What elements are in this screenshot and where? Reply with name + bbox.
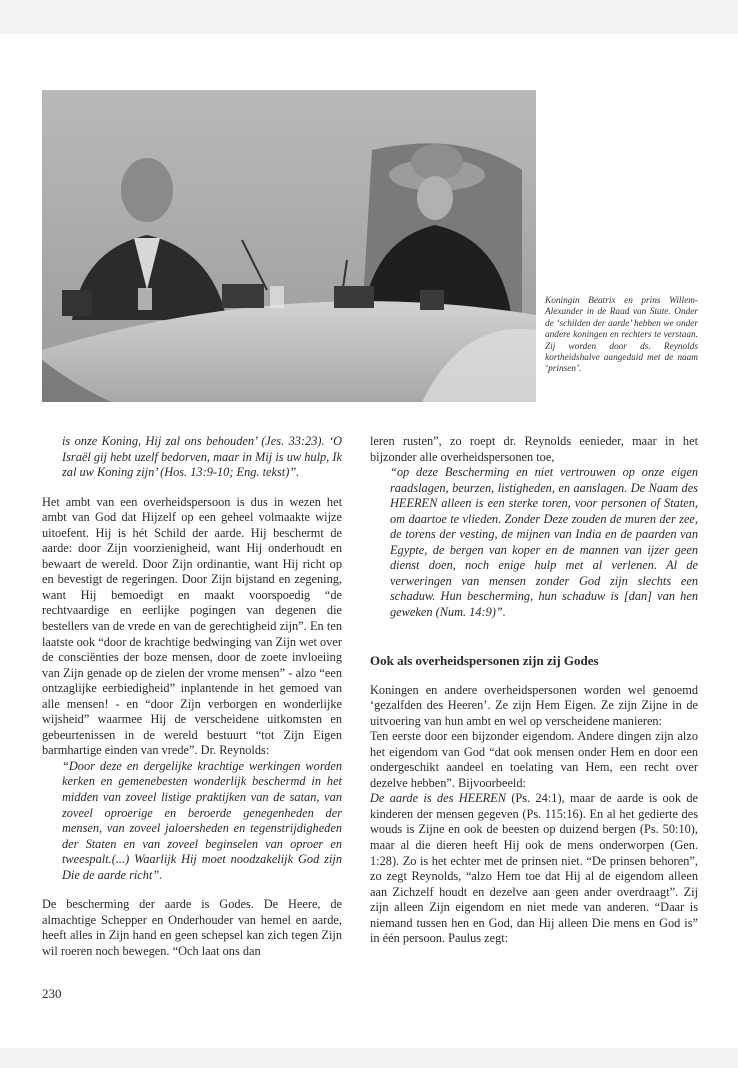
property-intro: Ten eerste door een bijzonder eigendom. Andere dingen zijn alzo het eigendom van God “dat ook mensen onder Hem en door een ondergeschikt aandeel en toelating van Hem, een recht over dezelve hebben”. Bijvoorbeeld: xyxy=(370,729,698,790)
property-scripture: De aarde is des HEEREN xyxy=(370,791,506,806)
scan-bottom-band xyxy=(0,1048,738,1068)
quote-hosea: is onze Koning, Hij zal ons behouden’ (Jes. 33:23). ‘O Israël gij hebt uzelf bedorven, maar in Mij is uw hulp, Ik zal uw Koning zijn’ (Hos. 13:9-10; Eng. tekst)”. xyxy=(62,434,342,480)
paragraph-anointed: Koningen en andere overheidspersonen worden wel genoemd ‘gezalfden des Heeren’. Ze zijn Hem Eigen. Ze zijn Zijne in de uitvoering van hun ambt en wel op verscheidene manieren: xyxy=(370,682,698,728)
paragraph-property xyxy=(370,729,698,947)
right-column xyxy=(370,434,698,947)
paragraph-protection: De bescherming der aarde is Godes. De Heere, de almachtige Schepper en Onderhouder van hemel en aarde, heeft alles in Zijn hand en geen schepsel kan zich tegen Zijn wil roeren noch bewegen. “Och laat ons dan xyxy=(42,897,342,958)
quote-protection: “op deze Bescherming en niet vertrouwen op onze eigen raadslagen, beurzen, listigheden, en aanslagen. De Naam des HEEREN alleen is een sterke toren, voor personen of Staten, om daartoe te vlieden. Zonder Deze zouden de muren der zee, de torens der vesting, de mijnen van India en de paarden van Egypte, de bergen van koper en de mannen van ijzer geen dienst doen, noch enige hulp met al verlenen. Al de verweringen van mensen zonder God zijn slechts een schaduw. Hun bescherming, hun schaduw is [dan] van hen geweken (Num. 14:9)”. xyxy=(390,465,698,620)
page-number: 230 xyxy=(42,986,62,1001)
section-heading: Ook als overheidspersonen zijn zij Godes xyxy=(370,652,599,668)
photo xyxy=(42,90,536,402)
quote-reynolds: “Door deze en dergelijke krachtige werkingen worden kerken en gemenebesten wonderlijk beschermd in het midden van zoveel listige praktijken van de satan, van zoveel oproerige en beroerde genegenheden der mensen, van zoveel jaloersheden en tegenstrijdigheden der Staten en van zoveel beginselen van oproer en tweespalt.(...) Waarlijk Hij moet noodzakelijk God zijn Die de aarde richt”. xyxy=(62,758,342,882)
left-column xyxy=(42,434,342,960)
scan-top-band xyxy=(0,0,738,34)
photo-caption: Koningin Beatrix en prins Willem-Alexander in de Raad van State. Onder de ‘schilden der aarde’ hebben we onder andere koningen en rechters te verstaan. Zij worden door ds. Reynolds kortheidshalve aangeduid met de naam ‘prinsen’. xyxy=(545,296,698,375)
paragraph-shield-of-earth: Het ambt van een overheidspersoon is dus in wezen het ambt van God dat Hijzelf op een geheel volmaakte wijze uitoefent. Hij is hét Schild der aarde. Hij beschermt de aarde: door Zijn voorzienigheid, want Hij onderhoudt en bewaart de wereld. Door Zijn ordinantie, want Hij richt op en bevestigt de regeringen. Door Zijn bijstand en zegening, want Hij bemoedigt en maakt voorspoedig “de rechtvaardige en eerlijke pogingen van degenen die bestellers van de vrede en van de gerechtigheid zijn”. En ten laatste ook “door de krachtige bedwinging van Zijn wet over de consciënties der boze mensen, door de zoete invloeiing van Zijn genade op de zielen der vrome mensen” - alzo “een ontzaglijke eerbiedigheid” inplantende in het gemoed van alle mensen! - en “door Zijn verborgen en wonderlijke wijsheid” waarmee Hij de verscheidene uitkomsten en gebeurtenissen in de wereld bestuurt “tot Zijn Eigen barmhartige einden van vrede”. Dr. Reynolds: xyxy=(42,494,342,758)
property-body: (Ps. 24:1), maar de aarde is ook de kinderen der mensen gegeven (Ps. 115:16). En al het gedierte des wouds is Zijne en ook de beesten op duizend bergen (Ps. 50:10), maar al die dieren heeft Hij ook de mens onderworpen (Gen. 1:28). Zo is het echter met de prinsen niet. “De prinsen behoren”, zo zegt Reynolds, “alzo Hem toe dat Hij al de eigendom alleen aan Zichzelf houdt en dezelve aan geen ander overdraagt”. Zij zijn alleen Zijn eigendom en niet mede van anderen. “Daar is niemand tussen hen en God, dan Hij alleen Die mens en God is” in één persoon. Paulus zegt: xyxy=(370,791,698,946)
photo-illustration xyxy=(42,90,536,402)
paragraph-rest: leren rusten”, zo roept dr. Reynolds eenieder, maar in het bijzonder alle overheidspersonen toe, xyxy=(370,434,698,464)
